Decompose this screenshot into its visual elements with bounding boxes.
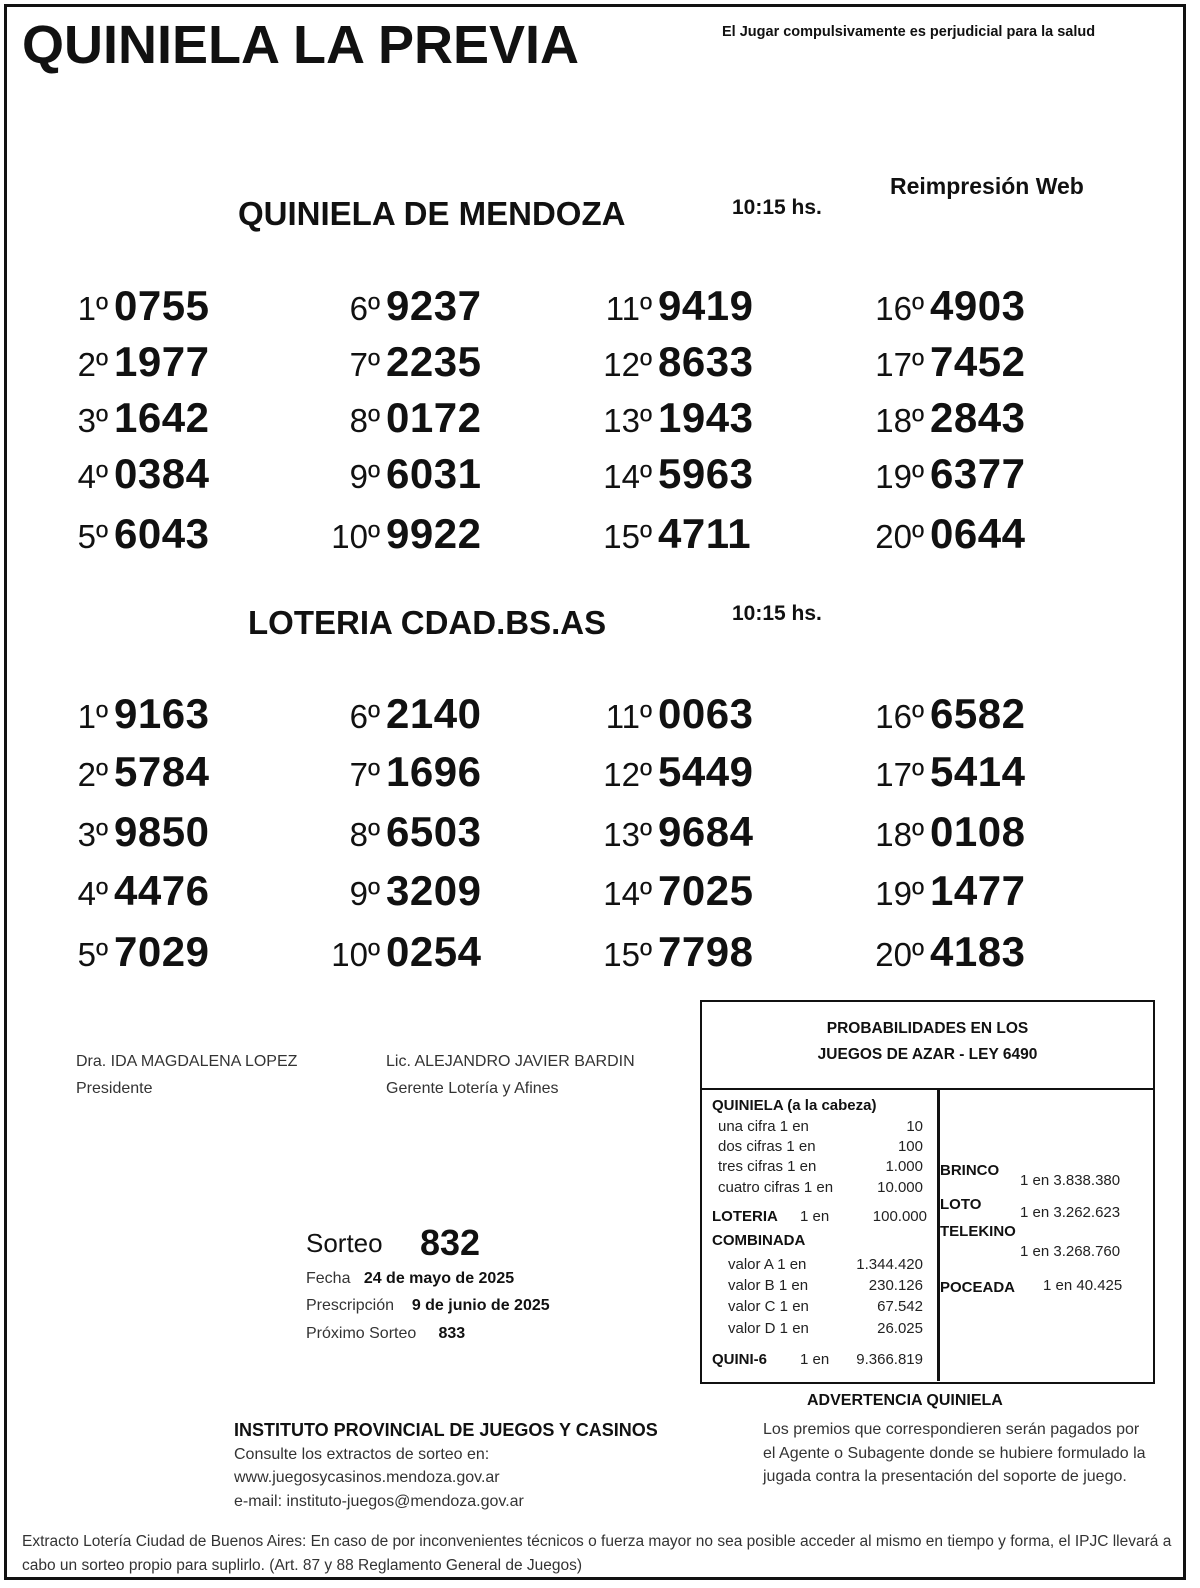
result-cell [868, 928, 1025, 976]
result-position: 13º [603, 402, 652, 439]
quiniela-prob-label: tres cifras 1 en [718, 1158, 817, 1175]
signature-name: Dra. IDA MAGDALENA LOPEZ [76, 1053, 298, 1070]
result-number: 5414 [930, 748, 1026, 795]
result-number: 4183 [930, 928, 1026, 975]
result-position: 14º [603, 875, 652, 912]
result-position: 3º [77, 816, 108, 853]
reprint-label: Reimpresión Web [890, 173, 1084, 199]
loteria-prob-en: 1 en [800, 1208, 830, 1225]
result-cell [596, 748, 753, 796]
result-position: 17º [875, 346, 924, 383]
combinada-prob-value: 230.126 [868, 1277, 923, 1294]
institute-name: INSTITUTO PROVINCIAL DE JUEGOS Y CASINOS [234, 1420, 658, 1440]
result-number: 6031 [386, 450, 482, 497]
result-number: 7029 [114, 928, 210, 975]
telekino-prob-value: 1 en 3.268.760 [1020, 1243, 1121, 1260]
prescripcion-row [306, 1297, 550, 1315]
result-number: 1642 [114, 394, 210, 441]
result-cell [868, 450, 1025, 498]
result-cell [324, 394, 481, 442]
brinco-prob-label: BRINCO [940, 1162, 1000, 1179]
result-number: 9237 [386, 282, 482, 329]
result-position: 11º [605, 698, 652, 735]
result-position: 9º [349, 875, 380, 912]
probabilities-title [702, 1002, 1153, 1090]
telekino-prob-label: TELEKINO [940, 1223, 1016, 1240]
loto-prob-value: 1 en 3.262.623 [1020, 1204, 1121, 1221]
result-cell [52, 748, 209, 796]
result-cell [324, 450, 481, 498]
result-cell [52, 394, 209, 442]
result-cell [596, 808, 753, 856]
result-number: 2140 [386, 690, 482, 737]
result-number: 0063 [658, 690, 754, 737]
result-cell [596, 867, 753, 915]
result-position: 5º [77, 936, 108, 973]
result-cell [324, 690, 481, 738]
combinada-prob-value: 26.025 [877, 1320, 923, 1337]
result-number: 1977 [114, 338, 210, 385]
result-position: 2º [77, 756, 108, 793]
result-number: 6377 [930, 450, 1026, 497]
quiniela-prob-value: 10.000 [877, 1179, 923, 1196]
proximo-row [306, 1325, 465, 1343]
probabilities-title-line: JUEGOS DE AZAR - LEY 6490 [817, 1046, 1038, 1063]
brinco-prob-value: 1 en 3.838.380 [1020, 1172, 1121, 1189]
probabilities-box [700, 1000, 1155, 1384]
result-number: 7798 [658, 928, 754, 975]
result-cell [868, 394, 1025, 442]
section-time-loteria: 10:15 hs. [732, 602, 822, 625]
result-position: 15º [603, 936, 652, 973]
result-position: 17º [875, 756, 924, 793]
result-position: 13º [603, 816, 652, 853]
signature-president [76, 1048, 297, 1102]
quini6-prob-en: 1 en [800, 1351, 830, 1368]
institute-consult-line: Consulte los extractos de sorteo en: [234, 1446, 490, 1463]
footer-note: Extracto Lotería Ciudad de Buenos Aires: En caso de por inconvenientes técnicos o fuerza mayor no sea posible acceder al mismo en tiempo y forma, el IPJC llevará a cabo un sorteo propio para suplirlo. (Art. 87 y 88 Reglamento General de Juegos) [22, 1533, 1172, 1574]
result-number: 3209 [386, 867, 482, 914]
result-cell [868, 808, 1025, 856]
signature-manager [386, 1048, 635, 1102]
loteria-prob-value: 100.000 [872, 1208, 927, 1225]
result-position: 9º [349, 458, 380, 495]
result-cell [324, 808, 481, 856]
result-number: 4903 [930, 282, 1026, 329]
result-cell [52, 338, 209, 386]
result-cell [868, 867, 1025, 915]
combinada-prob-label: valor B 1 en [728, 1277, 809, 1294]
result-cell [596, 690, 753, 738]
result-cell [52, 928, 209, 976]
result-number: 7025 [658, 867, 754, 914]
advertencia-title: ADVERTENCIA QUINIELA [807, 1392, 1003, 1409]
result-cell [324, 510, 481, 558]
result-position: 12º [603, 756, 652, 793]
page-title: QUINIELA LA PREVIA [22, 15, 580, 75]
result-cell [324, 338, 481, 386]
result-position: 2º [77, 346, 108, 383]
result-number: 0172 [386, 394, 482, 441]
result-number: 6582 [930, 690, 1026, 737]
result-cell [52, 282, 209, 330]
quini6-prob-label: QUINI-6 [712, 1351, 768, 1368]
loto-prob-label: LOTO [940, 1196, 982, 1213]
result-position: 4º [77, 458, 108, 495]
quiniela-prob-value: 10 [906, 1118, 923, 1135]
section-time-mendoza: 10:15 hs. [732, 196, 822, 219]
result-number: 1943 [658, 394, 754, 441]
result-position: 1º [77, 698, 108, 735]
result-cell [596, 394, 753, 442]
result-cell [868, 338, 1025, 386]
combinada-prob-value: 67.542 [877, 1298, 923, 1315]
result-number: 7452 [930, 338, 1026, 385]
combinada-prob-title: COMBINADA [712, 1232, 806, 1249]
result-number: 5449 [658, 748, 754, 795]
quiniela-prob-label: una cifra 1 en [718, 1118, 809, 1135]
result-position: 15º [603, 518, 652, 555]
combinada-prob-label: valor A 1 en [728, 1256, 807, 1273]
quiniela-prob-value: 1.000 [885, 1158, 923, 1175]
result-number: 5784 [114, 748, 210, 795]
result-position: 20º [875, 936, 924, 973]
result-cell [324, 282, 481, 330]
result-cell [868, 690, 1025, 738]
result-number: 2843 [930, 394, 1026, 441]
result-number: 2235 [386, 338, 482, 385]
result-position: 4º [77, 875, 108, 912]
proximo-label: Próximo Sorteo [306, 1325, 417, 1342]
result-cell [868, 748, 1025, 796]
result-number: 9163 [114, 690, 210, 737]
result-position: 19º [875, 458, 924, 495]
result-cell [596, 450, 753, 498]
result-cell [868, 282, 1025, 330]
result-number: 4711 [658, 510, 752, 557]
signature-name: Lic. ALEJANDRO JAVIER BARDIN [386, 1053, 635, 1070]
poceada-prob-label: POCEADA [940, 1279, 1016, 1296]
section-title-loteria: LOTERIA CDAD.BS.AS [248, 604, 607, 641]
result-number: 9684 [658, 808, 754, 855]
fecha-value: 24 de mayo de 2025 [363, 1270, 515, 1287]
sorteo-label: Sorteo [306, 1228, 383, 1258]
fecha-label: Fecha [306, 1270, 351, 1287]
result-number: 9419 [658, 282, 754, 329]
result-position: 7º [349, 756, 380, 793]
result-position: 19º [875, 875, 924, 912]
quini6-prob-value: 9.366.819 [856, 1351, 923, 1368]
quiniela-prob-label: dos cifras 1 en [718, 1138, 816, 1155]
loteria-prob-label: LOTERIA [712, 1208, 778, 1225]
prescripcion-value: 9 de junio de 2025 [411, 1297, 550, 1314]
result-cell [596, 282, 753, 330]
result-cell [596, 928, 753, 976]
institute-email-link[interactable]: e-mail: instituto-juegos@mendoza.gov.ar [234, 1493, 524, 1510]
health-warning: El Jugar compulsivamente es perjudicial para la salud [722, 24, 1096, 40]
result-position: 11º [605, 290, 652, 327]
combinada-prob-label: valor D 1 en [728, 1320, 809, 1337]
result-number: 1696 [386, 748, 482, 795]
poceada-prob-value: 1 en 40.425 [1043, 1277, 1123, 1294]
result-position: 18º [875, 402, 924, 439]
result-number: 8633 [658, 338, 754, 385]
sorteo-number: 832 [420, 1222, 481, 1263]
result-cell [52, 690, 209, 738]
result-cell [52, 867, 209, 915]
result-position: 10º [331, 518, 380, 555]
result-number: 0108 [930, 808, 1026, 855]
result-cell [52, 510, 209, 558]
result-position: 8º [349, 816, 380, 853]
result-position: 10º [331, 936, 380, 973]
quiniela-prob-label: cuatro cifras 1 en [718, 1179, 834, 1196]
result-cell [52, 450, 209, 498]
result-cell [324, 928, 481, 976]
proximo-value: 833 [438, 1325, 466, 1342]
advertencia-text: Los premios que correspondieren serán pagados por el Agente o Subagente donde se hubiere formulado la jugada contra la presentación del soporte de juego. [763, 1421, 1146, 1485]
result-number: 6503 [386, 808, 482, 855]
result-position: 7º [349, 346, 380, 383]
result-number: 6043 [114, 510, 210, 557]
result-number: 9850 [114, 808, 210, 855]
result-position: 5º [77, 518, 108, 555]
result-position: 12º [603, 346, 652, 383]
result-cell [52, 808, 209, 856]
result-cell [868, 510, 1025, 558]
signature-role: Presidente [76, 1080, 153, 1097]
result-position: 16º [875, 698, 924, 735]
institute-website-link[interactable]: www.juegosycasinos.mendoza.gov.ar [234, 1469, 500, 1486]
result-number: 4476 [114, 867, 210, 914]
combinada-prob-label: valor C 1 en [728, 1298, 809, 1315]
result-number: 1477 [930, 867, 1026, 914]
result-number: 0254 [386, 928, 482, 975]
result-number: 0644 [930, 510, 1026, 557]
result-position: 3º [77, 402, 108, 439]
result-position: 14º [603, 458, 652, 495]
result-number: 0384 [114, 450, 210, 497]
result-position: 1º [77, 290, 108, 327]
result-position: 20º [875, 518, 924, 555]
quiniela-prob-title: QUINIELA (a la cabeza) [712, 1097, 877, 1114]
result-number: 5963 [658, 450, 754, 497]
result-position: 18º [875, 816, 924, 853]
combinada-prob-value: 1.344.420 [856, 1256, 923, 1273]
result-cell [324, 748, 481, 796]
result-position: 8º [349, 402, 380, 439]
quiniela-prob-value: 100 [897, 1138, 923, 1155]
section-title-mendoza: QUINIELA DE MENDOZA [238, 195, 626, 232]
probabilities-title-line: PROBABILIDADES EN LOS [826, 1020, 1029, 1037]
result-cell [596, 338, 753, 386]
result-position: 16º [875, 290, 924, 327]
result-cell [596, 510, 751, 558]
prescripcion-label: Prescripción [306, 1297, 395, 1314]
result-position: 6º [349, 698, 380, 735]
result-number: 0755 [114, 282, 210, 329]
result-position: 6º [349, 290, 380, 327]
fecha-row [306, 1270, 514, 1288]
signature-role: Gerente Lotería y Afines [386, 1080, 559, 1097]
result-cell [324, 867, 481, 915]
result-number: 9922 [386, 510, 482, 557]
